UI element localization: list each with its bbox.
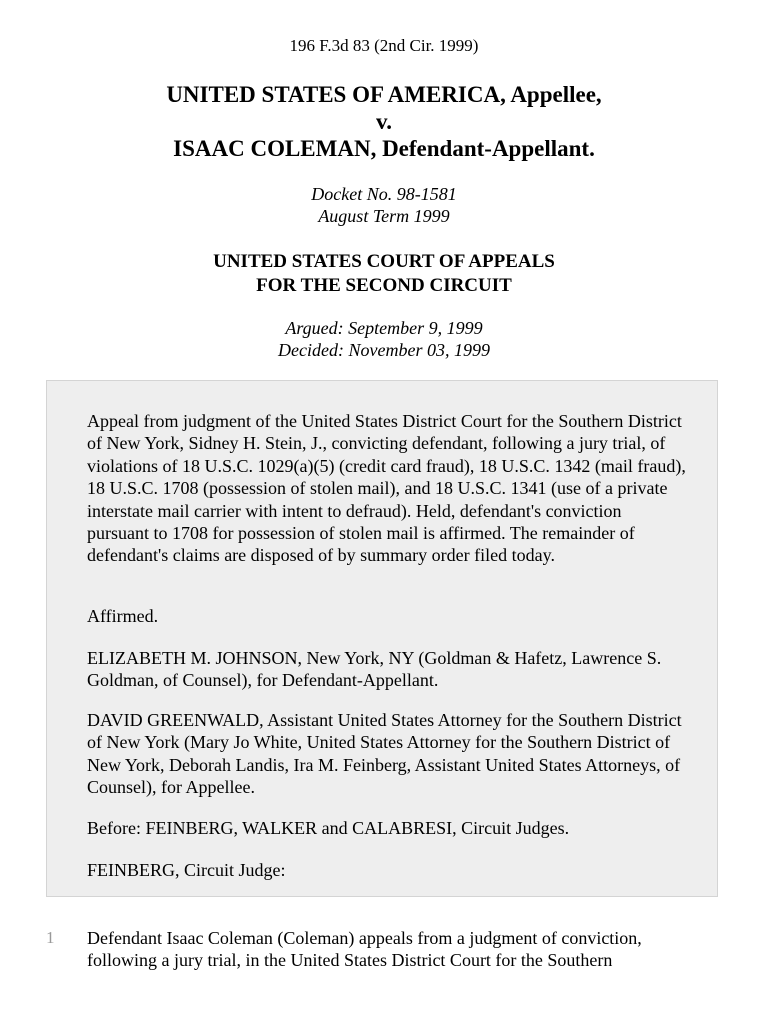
appellee-name: UNITED STATES OF AMERICA, Appellee, — [166, 82, 602, 107]
paragraph-text: Defendant Isaac Coleman (Coleman) appeals from a judgment of conviction, following a jury trial, in the United States District Court for the Southern — [87, 928, 642, 971]
court-name-line-2: FOR THE SECOND CIRCUIT — [256, 275, 512, 296]
panel-judges: Before: FEINBERG, WALKER and CALABRESI, Circuit Judges. — [87, 818, 570, 838]
paragraph-number-link[interactable]: 1 — [46, 928, 55, 947]
court-term: August Term 1999 — [318, 206, 450, 226]
appellant-name: ISAAC COLEMAN, Defendant-Appellant. — [173, 136, 595, 161]
disposition: Affirmed. — [87, 606, 159, 626]
case-dates — [0, 317, 768, 361]
appeal-summary: Appeal from judgment of the United States District Court for the Southern District of New York, Sidney H. Stein, J., convicting defendant, following a jury trial, of violations of 18 U.S.C. 1029(a)(5) (credit card fraud), 18 U.S.C. 1342 (mail fraud), 18 U.S.C. 1708 (possession of stolen mail), and 18 U.S.C. 1341 (use of a private interstate mail carrier with intent to defraud). Held, defendant's conviction pursuant to 1708 for possession of stolen mail is affirmed. The remainder of defendant's claims are disposed of by summary order filed today. — [87, 411, 686, 566]
opinion-author: FEINBERG, Circuit Judge: — [87, 860, 286, 880]
counsel-defendant: ELIZABETH M. JOHNSON, New York, NY (Goldman & Hafetz, Lawrence S. Goldman, of Counsel), for Defendant-Appellant. — [87, 648, 662, 691]
docket-number: Docket No. 98-1581 — [311, 184, 457, 204]
court-name-line-1: UNITED STATES COURT OF APPEALS — [213, 251, 555, 272]
versus-label: v. — [376, 109, 392, 134]
case-summary-box — [46, 380, 718, 897]
counsel-appellee: DAVID GREENWALD, Assistant United States Attorney for the Southern District of New York (Mary Jo White, United States Attorney for the Southern District of New York, Deborah Landis, Ira M. Feinberg, Assistant United States Attorneys, of Counsel), for Appellee. — [87, 710, 682, 798]
docket-info — [0, 183, 768, 227]
case-caption — [0, 81, 768, 162]
court-name — [0, 250, 768, 298]
decided-date: Decided: November 03, 1999 — [278, 340, 490, 360]
argued-date: Argued: September 9, 1999 — [285, 318, 483, 338]
case-citation: 196 F.3d 83 (2nd Cir. 1999) — [289, 36, 479, 55]
